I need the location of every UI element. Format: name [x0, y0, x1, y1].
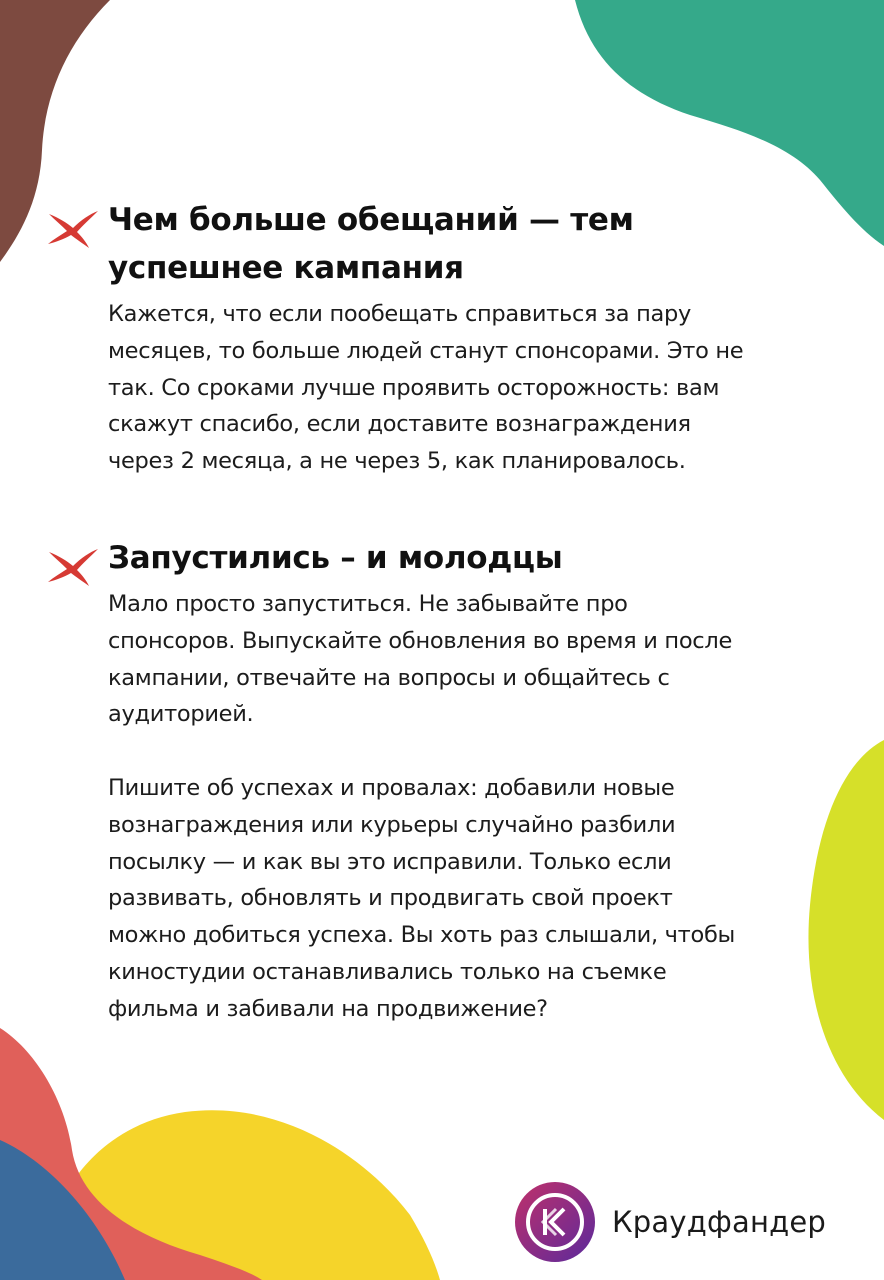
section-promises	[108, 196, 808, 480]
brand-block	[514, 1181, 826, 1263]
section-body: Кажется, что если пообещать справиться за пару месяцев, то больше людей станут спонсорами. Это не так. Со сроками лучше проявить осторожность: вам скажут спасибо, если доставите вознаграждения через 2 месяца, а не через 5, как планировалось.	[108, 301, 744, 475]
section-launched	[108, 534, 808, 1028]
heading-line-2: успешнее кампания	[108, 250, 464, 286]
lime-blob	[808, 740, 884, 1120]
kraudfander-logo-icon	[514, 1181, 596, 1263]
section-body-1: Мало просто запуститься. Не забывайте про спонсоров. Выпускайте обновления во время и после кампании, отвечайте на вопросы и общайтесь с аудиторией.	[108, 591, 733, 728]
red-cross-star-icon	[45, 204, 101, 250]
brand-name: Краудфандер	[612, 1205, 827, 1239]
heading-line-1: Чем больше обещаний — тем	[108, 202, 634, 238]
section-heading: Запустились – и молодцы	[108, 540, 563, 576]
section-body-2: Пишите об успехах и провалах: добавили новые вознаграждения или курьеры случайно разбили посылку — и как вы это исправили. Только если развивать, обновлять и продвигать свой проект можно добиться успеха. Вы хоть раз слышали, чтобы киностудии останавливались только на съемке фильма и забивали на продвижение?	[108, 774, 735, 1022]
section-heading	[108, 196, 808, 292]
red-cross-star-icon	[45, 542, 101, 588]
